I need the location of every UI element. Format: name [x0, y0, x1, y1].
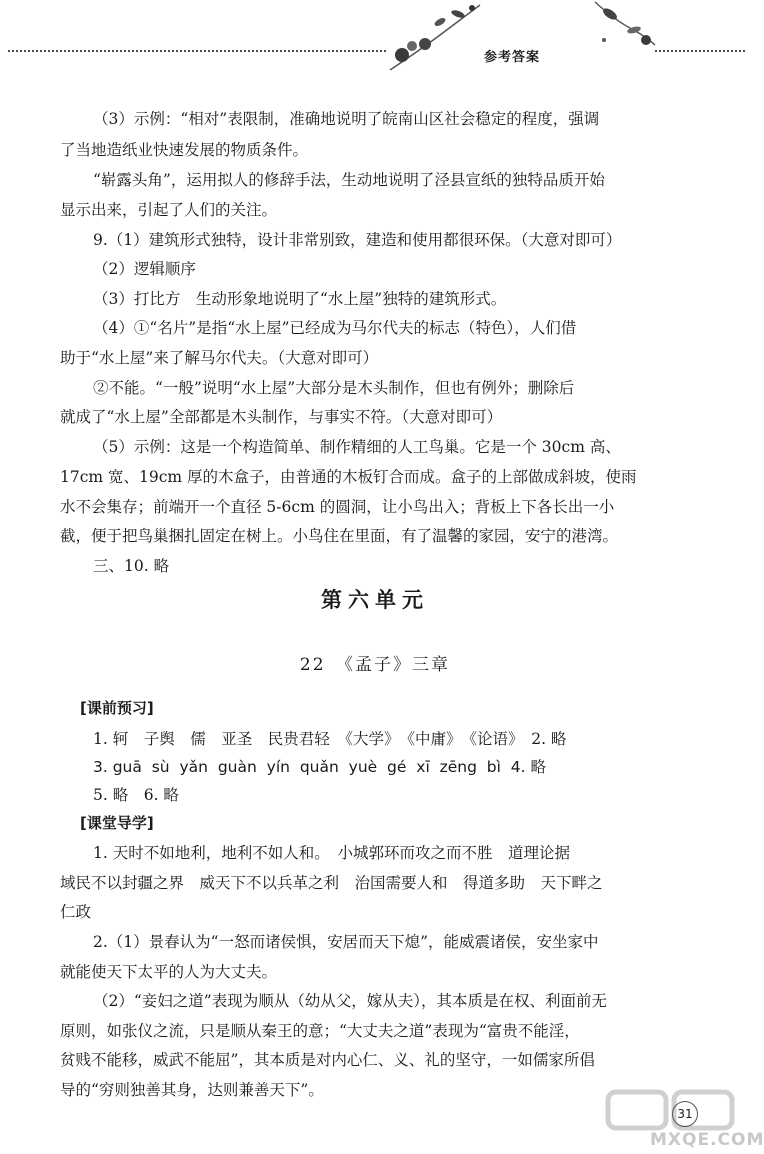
header-dotted-rule-right	[655, 50, 745, 52]
text-line: 了当地造纸业快速发展的物质条件。	[60, 141, 309, 159]
text-line: （2）逻辑顺序	[93, 260, 196, 278]
text-line: （4）①“名片”是指“水上屋”已经成为马尔代夫的标志（特色），人们借	[93, 319, 577, 337]
vine-decoration-icon	[590, 0, 660, 60]
text-line: 就能使天下太平的人为大丈夫。	[60, 963, 278, 981]
unit-title: 第六单元	[321, 588, 429, 612]
text-line: （3）打比方 生动形象地说明了“水上屋”独特的建筑形式。	[93, 290, 507, 308]
header-dotted-rule-left	[8, 50, 386, 52]
watermark-text: MXQE.COM	[650, 1130, 764, 1150]
text-line: “崭露头角”，运用拟人的修辞手法，生动地说明了泾县宣纸的独特品质开始	[93, 171, 605, 189]
text-line: 助于“水上屋”来了解马尔代夫。（大意对即可）	[60, 349, 379, 367]
text-line: 9.（1）建筑形式独特，设计非常别致，建造和使用都很环保。（大意对即可）	[93, 231, 622, 249]
page-header	[0, 0, 750, 80]
text-line: ②不能。“一般”说明“水上屋”大部分是木头制作，但也有例外；删除后	[93, 379, 575, 397]
text-line: 原则，如张仪之流，只是顺从秦王的意；“大丈夫之道”表现为“富贵不能淫，	[60, 1022, 580, 1040]
text-line: 三、10. 略	[93, 557, 170, 575]
text-line: 水不会集存；前端开一个直径 5-6cm 的圆洞，让小鸟出入；背板上下各长出一小	[60, 498, 615, 516]
text-line: 1. 轲 子舆 儒 亚圣 民贵君轻 《大学》 《中庸》 《论语》 2. 略	[93, 730, 567, 748]
text-line: 截，便于把鸟巢捆扎固定在树上。小鸟住在里面，有了温馨的家园，安宁的港湾。	[60, 527, 619, 545]
text-line: （5）示例：这是一个构造简单、制作精细的人工鸟巢。它是一个 30cm 高、	[93, 438, 621, 456]
text-line: 5. 略 6. 略	[93, 786, 179, 804]
text-line: 仁政	[60, 903, 92, 921]
page-number: 31	[672, 1101, 698, 1127]
text-line: 1. 天时不如地利，地利不如人和。 小城郭环而攻之而不胜 道理论据	[93, 844, 570, 862]
text-line: 就成了“水上屋”全部都是木头制作，与事实不符。（大意对即可）	[60, 408, 503, 426]
lesson-title: 22 《孟子》三章	[299, 655, 451, 675]
text-line: 域民不以封疆之界 威天下不以兵革之利 治国需要人和 得道多助 天下畔之	[60, 874, 603, 892]
text-line: 导的“穷则独善其身，达则兼善天下”。	[60, 1081, 324, 1099]
pinyin-line: 3. guā sù yǎn guàn yín quǎn yuè gé xī zēng bì 4. 略	[93, 758, 547, 776]
flower-decoration-icon	[380, 0, 490, 80]
section-label-guide: [课堂导学]	[80, 814, 154, 832]
text-line: 贫贱不能移，威武不能屈”，其本质是对内心仁、义、礼的坚守，一如儒家所倡	[60, 1051, 595, 1069]
text-line: 显示出来，引起了人们的关注。	[60, 201, 278, 219]
header-title: 参考答案	[484, 50, 541, 65]
text-line: （3）示例：“相对”表限制，准确地说明了皖南山区社会稳定的程度，强调	[93, 110, 600, 128]
text-line: 17cm 宽、19cm 厚的木盒子，由普通的木板钉合而成。盒子的上部做成斜坡，使雨	[60, 468, 637, 486]
text-line: （2）“妾妇之道”表现为顺从（幼从父，嫁从夫），其本质是在权、利面前无	[93, 992, 607, 1010]
section-label-preview: [课前预习]	[80, 699, 154, 717]
text-line: 2.（1）景春认为“一怒而诸侯惧，安居而天下熄”，能威震诸侯，安坐家中	[93, 933, 599, 951]
